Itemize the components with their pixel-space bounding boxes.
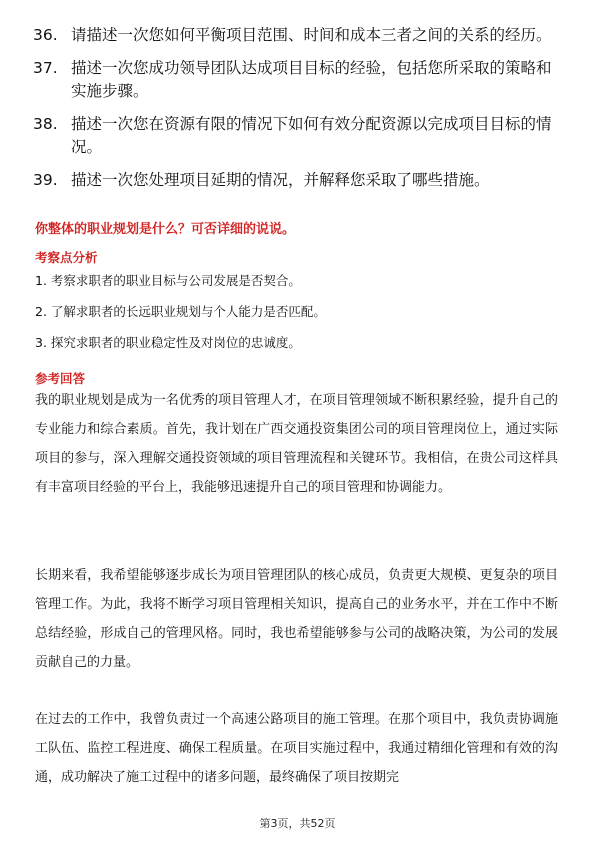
page-footer: 第3页，共52页 <box>259 817 336 830</box>
highlighted-question: 你整体的职业规划是什么？可否详细的说说。 <box>35 222 296 237</box>
question-list <box>33 24 563 202</box>
analysis-item: 3. 探究求职者的职业稳定性及对岗位的忠诚度。 <box>35 335 301 350</box>
question-text: 描述一次您成功领导团队达成项目目标的经验，包括您所采取的策略和实施步骤。 <box>71 59 552 100</box>
analysis-list <box>35 273 555 366</box>
reference-paragraph: 在过去的工作中，我曾负责过一个高速公路项目的施工管理。在那个项目中，我负责协调施工队伍、监控工程进度、确保工程质量。在项目实施过程中，我通过精细化管理和有效的沟通，成功解决了施工过程中的诸多问题，最终确保了项目按期完 <box>35 712 558 785</box>
question-item <box>33 57 563 103</box>
analysis-heading: 考察点分析 <box>35 250 98 265</box>
analysis-item: 2. 了解求职者的长远职业规划与个人能力是否匹配。 <box>35 304 326 319</box>
question-text: 请描述一次您如何平衡项目范围、时间和成本三者之间的关系的经历。 <box>71 26 552 44</box>
question-item <box>33 169 563 192</box>
reference-paragraph: 长期来看，我希望能够逐步成长为项目管理团队的核心成员，负责更大规模、更复杂的项目管理工作。为此，我将不断学习项目管理相关知识，提高自己的业务水平，并在工作中不断总结经验，形成自己的管理风格。同时，我也希望能够参与公司的战略决策，为公司的发展贡献自己的力量。 <box>35 568 558 670</box>
question-text: 描述一次您在资源有限的情况下如何有效分配资源以完成项目目标的情况。 <box>71 115 552 156</box>
question-number: 36. <box>33 26 58 44</box>
reference-heading: 参考回答 <box>35 371 86 386</box>
analysis-item: 1. 考察求职者的职业目标与公司发展是否契合。 <box>35 273 301 288</box>
question-number: 39. <box>33 171 58 189</box>
question-number: 38. <box>33 115 58 133</box>
question-item <box>33 24 563 47</box>
question-number: 37. <box>33 59 58 77</box>
reference-paragraph: 我的职业规划是成为一名优秀的项目管理人才，在项目管理领域不断积累经验，提升自己的专业能力和综合素质。首先，我计划在广西交通投资集团公司的项目管理岗位上，通过实际项目的参与，深入理解交通投资领域的项目管理流程和关键环节。我相信，在贵公司这样具有丰富项目经验的平台上，我能够迅速提升自己的项目管理和协调能力。 <box>35 393 558 495</box>
question-item <box>33 113 563 159</box>
question-text: 描述一次您处理项目延期的情况，并解释您采取了哪些措施。 <box>71 171 490 189</box>
